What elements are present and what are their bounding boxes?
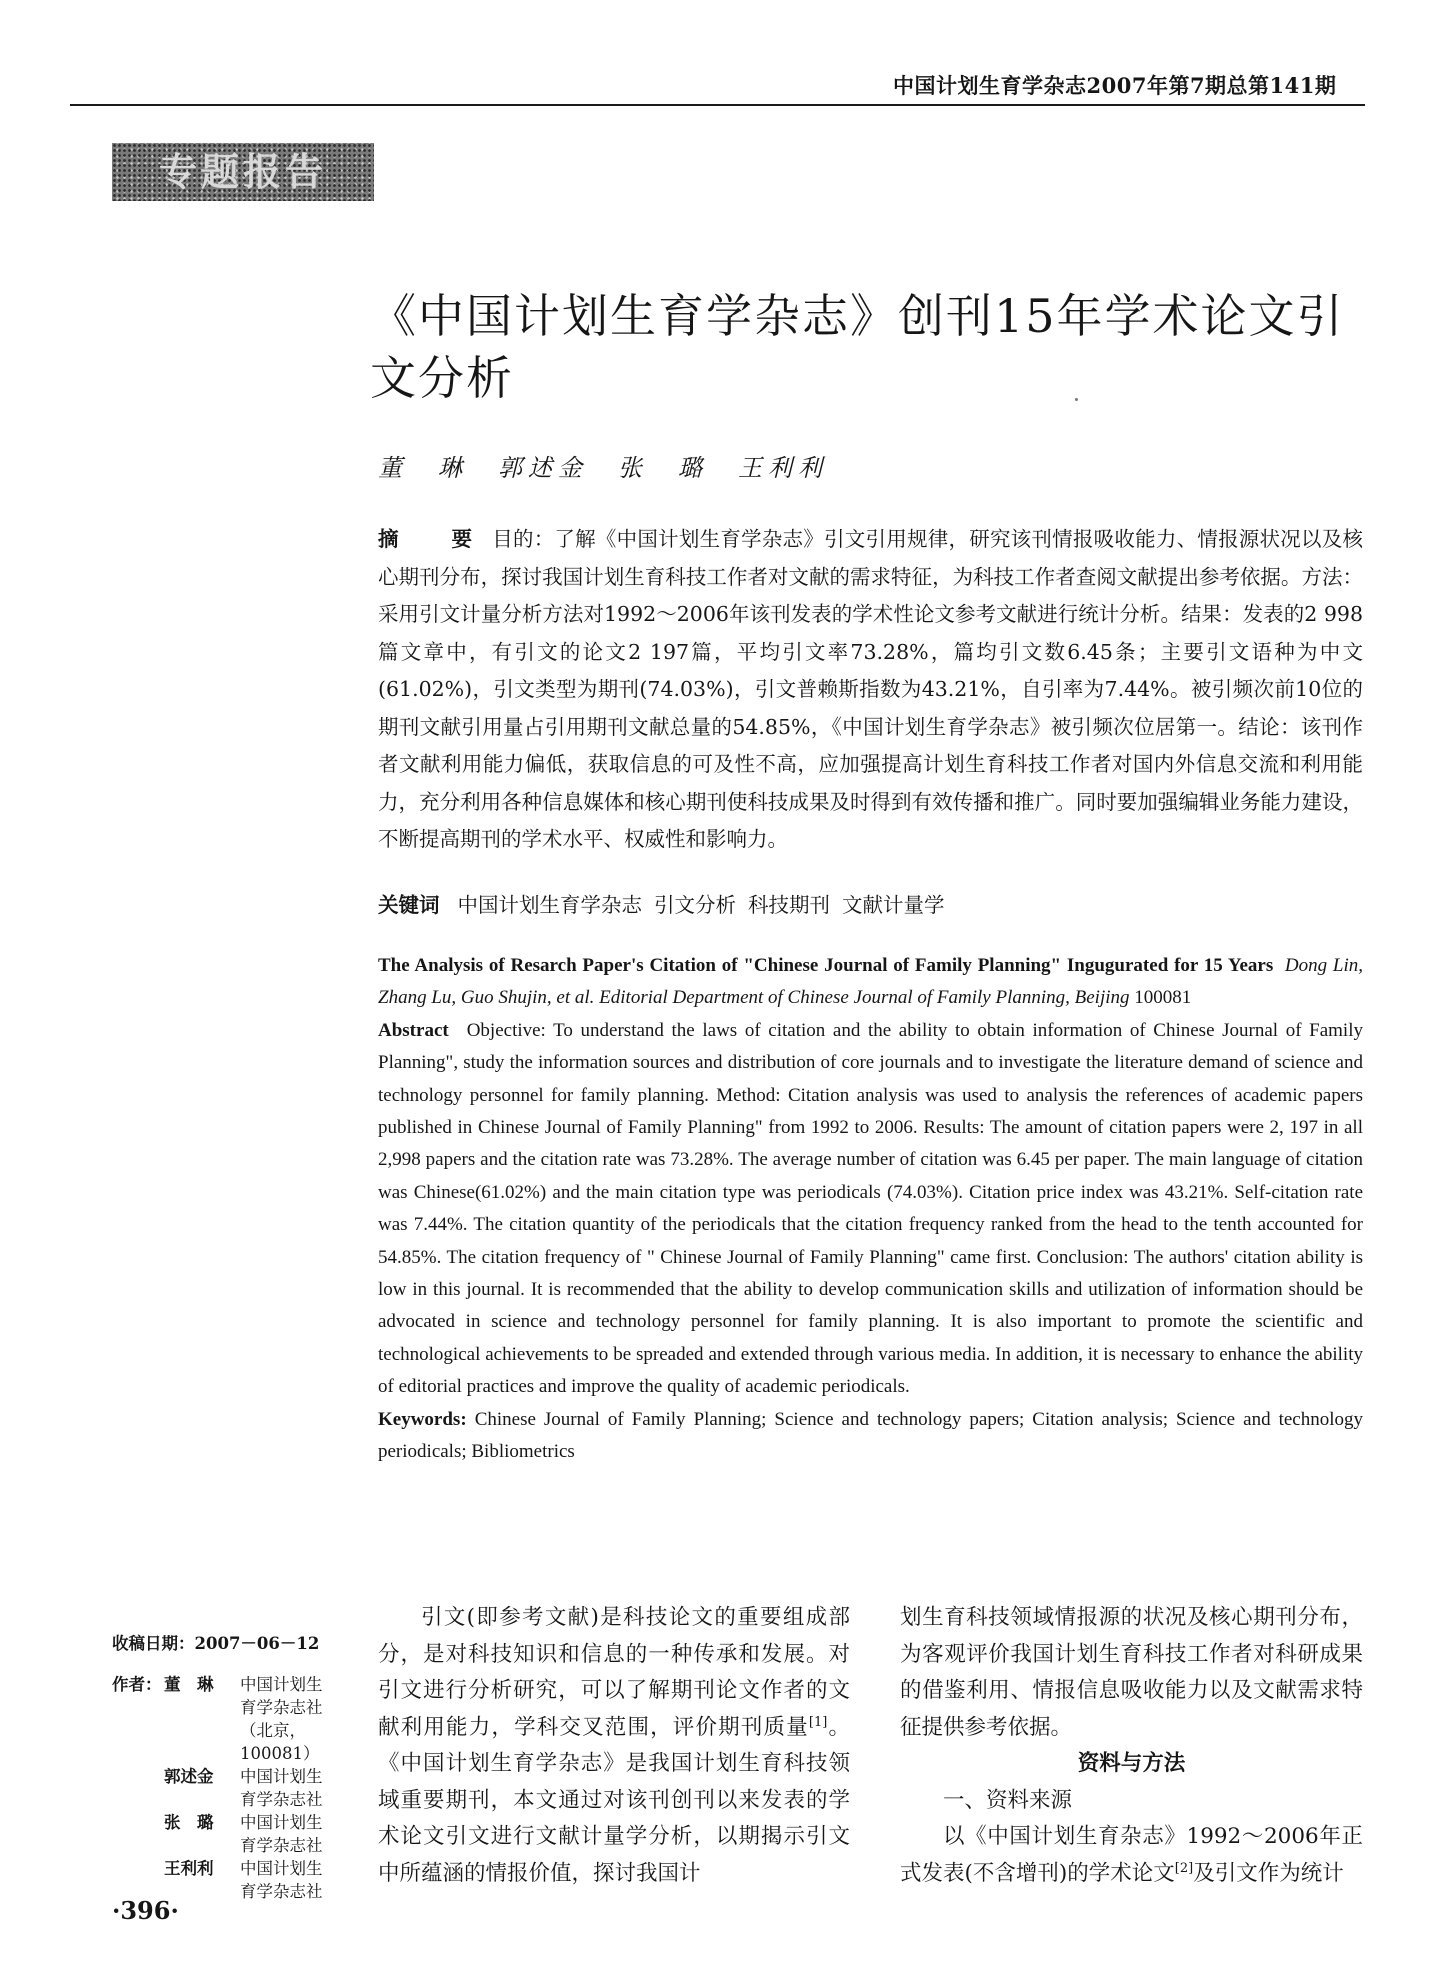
body-column-left [378, 1600, 850, 1892]
body-text: 以《中国计划生育杂志》1992～2006年正式发表(不含增刊)的学术论文 [900, 1824, 1363, 1886]
author-affiliation: 中国计划生育学杂志社 [240, 1813, 323, 1855]
body-paragraph [900, 1819, 1363, 1892]
chinese-abstract-text: 目的：了解《中国计划生育学杂志》引文引用规律，研究该刊情报吸收能力、情报源状况以及核心期刊分布，探讨我国计划生育科技工作者对文献的需求特征，为科技工作者查阅文献提出参考依据。方法：采用引文计量分析方法对1992～2006年该刊发表的学术性论文参考文献进行统计分析。结果：发表的2 998篇文章中，有引文的论文2 197篇，平均引文率73.28%，篇均引文数6.45条；主要引文语种为中文(61.02%)，引文类型为期刊(74.03%)，引文普赖斯指数为43.21%，自引率为7.44%。被引频次前10位的期刊文献引用量占引用期刊文献总量的54.85%，《中国计划生育学杂志》被引频次位居第一。结论：该刊作者文献利用能力偏低，获取信息的可及性不高，应加强提高计划生育科技工作者对国内外信息交流和利用能力，充分利用各种信息媒体和核心期刊使科技成果及时得到有效传播和推广。同时要加强编辑业务能力建设，不断提高期刊的学术水平、权威性和影响力。 [378, 527, 1364, 851]
page-number: ·396· [112, 1896, 179, 1925]
section-badge: 专题报告 [112, 143, 374, 201]
author-name: 董 琳 [164, 1675, 214, 1694]
english-title: The Analysis of Resarch Paper's Citation of "Chinese Journal of Family Planning" Ingugurated for 15 Years [378, 955, 1274, 976]
chinese-keyword: 中国计划生育学杂志 [457, 893, 642, 917]
citation-ref: [2] [1174, 1860, 1194, 1876]
author-affiliation-row [112, 1673, 337, 1765]
english-title-line [378, 950, 1363, 1015]
article-authors: 董 琳 郭述金 张 璐 王利利 [378, 454, 828, 482]
body-text: 划生育科技领域情报源的状况及核心期刊分布，为客观评价我国计划生育科技工作者对科研成果的借鉴利用、情报信息吸收能力以及文献需求特征提供参考依据。 [900, 1605, 1363, 1740]
author-affiliation: 中国计划生育学杂志社 [240, 1767, 323, 1809]
english-keywords-text: Chinese Journal of Family Planning; Science and technology papers; Citation analysis; Science and technology periodicals; Bibliometrics [378, 1408, 1364, 1463]
scan-speck [1075, 398, 1078, 401]
body-text: 及引文作为统计 [1193, 1860, 1344, 1886]
running-header: 中国计划生育学杂志2007年第7期总第141期 [893, 73, 1337, 98]
chinese-abstract-label: 摘 要 [378, 527, 489, 551]
author-affiliation-row [112, 1811, 337, 1857]
chinese-keywords [378, 887, 1363, 924]
subsection-heading: 一、资料来源 [943, 1787, 1073, 1813]
author-affiliation: 中国计划生育学杂志社（北京，100081） [240, 1675, 323, 1763]
english-authors: Dong Lin, Zhang Lu, Guo Shujin, et al. Editorial Department of Chinese Journal of Family Planning, Beijing [378, 955, 1363, 1009]
author-name: 王利利 [164, 1859, 214, 1878]
chinese-keywords-label: 关键词 [378, 893, 440, 917]
english-abstract-text: Objective: To understand the laws of citation and the ability to obtain information of Chinese Journal of Family Planning", study the information sources and distribution of core journals and to investigate the literature demand of science and technology personnel for family planning. Method: Citation analysis was used to analysis the references of academic papers published in Chinese Journal of Family Planning" from 1992 to 2006. Results: The amount of citation papers were 2, 197 in all 2,998 papers and the citation rate was 73.28%. The average number of citation was 6.45 per paper. The main language of citation was Chinese(61.02%) and the main citation type was periodicals (74.03%). Citation price index was 43.21%. Self-citation rate was 7.44%. The citation quantity of the periodicals that the citation frequency ranked from the head to the tenth accounted for 54.85%. The citation frequency of " Chinese Journal of Family Planning" came first. Conclusion: The authors' citation ability is low in this journal. It is recommended that the ability to develop communication skills and utilization of information should be advocated in science and technology personnel for family planning. It is also important to promote the scientific and technological achievements to be spreaded and extended through various media. In addition, it is necessary to enhance the ability of editorial practices and improve the quality of academic periodicals. [378, 1019, 1363, 1398]
english-abstract-block [378, 950, 1363, 1469]
body-column-right [900, 1600, 1363, 1892]
author-role-label: 作者： [112, 1675, 162, 1694]
article-side-info [112, 1632, 337, 1903]
english-keywords [378, 1404, 1363, 1469]
chinese-abstract [378, 521, 1363, 859]
english-keywords-label: Keywords: [378, 1408, 467, 1430]
body-text: 引文(即参考文献)是科技论文的重要组成部分，是对科技知识和信息的一种传承和发展。对引文进行分析研究，可以了解期刊论文作者的文献利用能力，学科交叉范围，评价期刊质量 [378, 1605, 850, 1740]
article-title: 《中国计划生育学杂志》创刊15年学术论文引文分析 [370, 289, 1345, 405]
body-text: 。《中国计划生育学杂志》是我国计划生育科技领域重要期刊，本文通过对该刊创刊以来发表的学术论文引文进行文献计量学分析，以期揭示引文中所蕴涵的情报价值，探讨我国计 [378, 1714, 850, 1886]
received-date: 收稿日期：2007－06－12 [112, 1634, 320, 1653]
author-affiliation: 中国计划生育学杂志社 [240, 1859, 323, 1901]
header-rule [70, 104, 1365, 106]
author-affiliation-row [112, 1765, 337, 1811]
section-heading: 资料与方法 [1077, 1751, 1186, 1776]
chinese-keyword: 引文分析 [654, 893, 736, 917]
author-name: 郭述金 [164, 1767, 214, 1786]
author-name: 张 璐 [164, 1813, 214, 1832]
chinese-keyword: 科技期刊 [748, 893, 830, 917]
citation-ref: [1] [808, 1714, 828, 1730]
english-abstract [378, 1015, 1363, 1404]
english-abstract-label: Abstract [378, 1019, 449, 1041]
chinese-keyword: 文献计量学 [842, 893, 945, 917]
english-postcode: 100081 [1134, 987, 1192, 1009]
